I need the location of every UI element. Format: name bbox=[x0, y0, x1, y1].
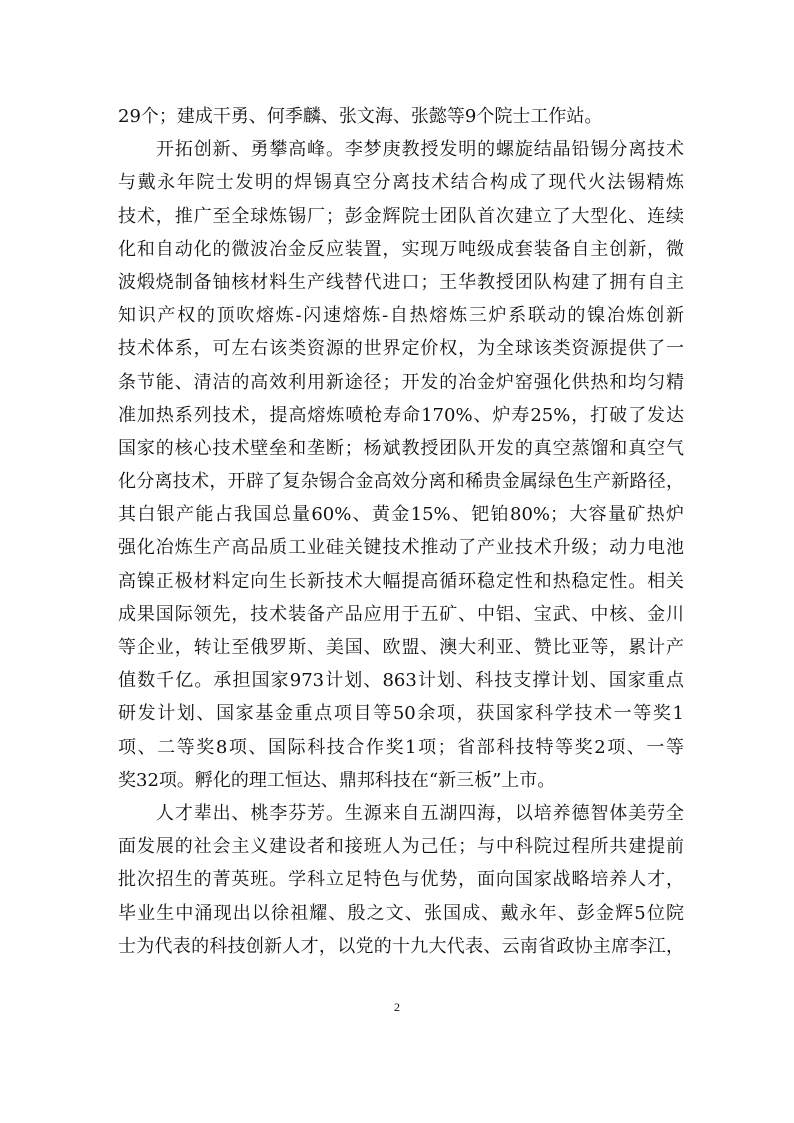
text-line: 值数千亿。承担国家973计划、863计划、科技支撑计划、国家重点 bbox=[118, 670, 684, 692]
paragraph-first-line: 开拓创新、勇攀高峰。李梦庚教授发明的螺旋结晶铅锡分离技术 bbox=[156, 139, 684, 161]
text-line: 与戴永年院士发明的焊锡真空分离技术结合构成了现代火法锡精炼 bbox=[118, 172, 684, 194]
text-line: 批次招生的菁英班。学科立足特色与优势，面向国家战略培养人才， bbox=[118, 869, 684, 891]
text-line: 条节能、清洁的高效利用新途径；开发的冶金炉窑强化供热和均匀精 bbox=[118, 371, 684, 393]
text-line: 高镍正极材料定向生长新技术大幅提高循环稳定性和热稳定性。相关 bbox=[118, 570, 684, 592]
paragraph-last-line: 奖32项。孵化的理工恒达、鼎邦科技在“新三板”上市。 bbox=[118, 769, 556, 791]
text-line: 29个；建成干勇、何季麟、张文海、张懿等9个院士工作站。 bbox=[118, 106, 603, 127]
body-text bbox=[118, 100, 684, 963]
text-line: 波煅烧制备铀核材料生产线替代进口；王华教授团队构建了拥有自主 bbox=[118, 271, 684, 293]
paragraph-first-line: 人才辈出、桃李芬芳。生源来自五湖四海，以培养德智体美劳全 bbox=[156, 802, 684, 824]
text-line: 国家的核心技术壁垒和垄断；杨斌教授团队开发的真空蒸馏和真空气 bbox=[118, 437, 684, 459]
text-line: 知识产权的顶吹熔炼-闪速熔炼-自热熔炼三炉系联动的镍冶炼创新 bbox=[118, 305, 684, 327]
text-line: 毕业生中涌现出以徐祖耀、殷之文、张国成、戴永年、彭金辉5位院 bbox=[118, 902, 684, 924]
text-line: 研发计划、国家基金重点项目等50余项，获国家科学技术一等奖1 bbox=[118, 703, 684, 725]
text-line: 项、二等奖8项、国际科技合作奖1项；省部科技特等奖2项、一等 bbox=[118, 736, 684, 758]
text-line: 面发展的社会主义建设者和接班人为己任；与中科院过程所共建提前 bbox=[118, 836, 684, 858]
text-line: 化分离技术，开辟了复杂锡合金高效分离和稀贵金属绿色生产新路径， bbox=[118, 471, 684, 493]
text-line: 成果国际领先，技术装备产品应用于五矿、中铝、宝武、中核、金川 bbox=[118, 603, 684, 625]
text-line: 士为代表的科技创新人才，以党的十九大代表、云南省政协主席李江， bbox=[118, 935, 684, 957]
text-line: 其白银产能占我国总量60%、黄金15%、钯铂80%；大容量矿热炉 bbox=[118, 504, 684, 526]
text-line: 技术体系，可左右该类资源的世界定价权，为全球该类资源提供了一 bbox=[118, 338, 684, 360]
text-line: 准加热系列技术，提高熔炼喷枪寿命170%、炉寿25%，打破了发达 bbox=[118, 404, 684, 426]
text-line: 技术，推广至全球炼锡厂；彭金辉院士团队首次建立了大型化、连续 bbox=[118, 205, 684, 227]
text-line: 等企业，转让至俄罗斯、美国、欧盟、澳大利亚、赞比亚等，累计产 bbox=[118, 637, 684, 658]
page-number: 2 bbox=[394, 1000, 400, 1014]
text-line: 化和自动化的微波冶金反应装置，实现万吨级成套装备自主创新，微 bbox=[118, 238, 684, 260]
text-line: 强化冶炼生产高品质工业硅关键技术推动了产业技术升级；动力电池 bbox=[118, 537, 684, 559]
